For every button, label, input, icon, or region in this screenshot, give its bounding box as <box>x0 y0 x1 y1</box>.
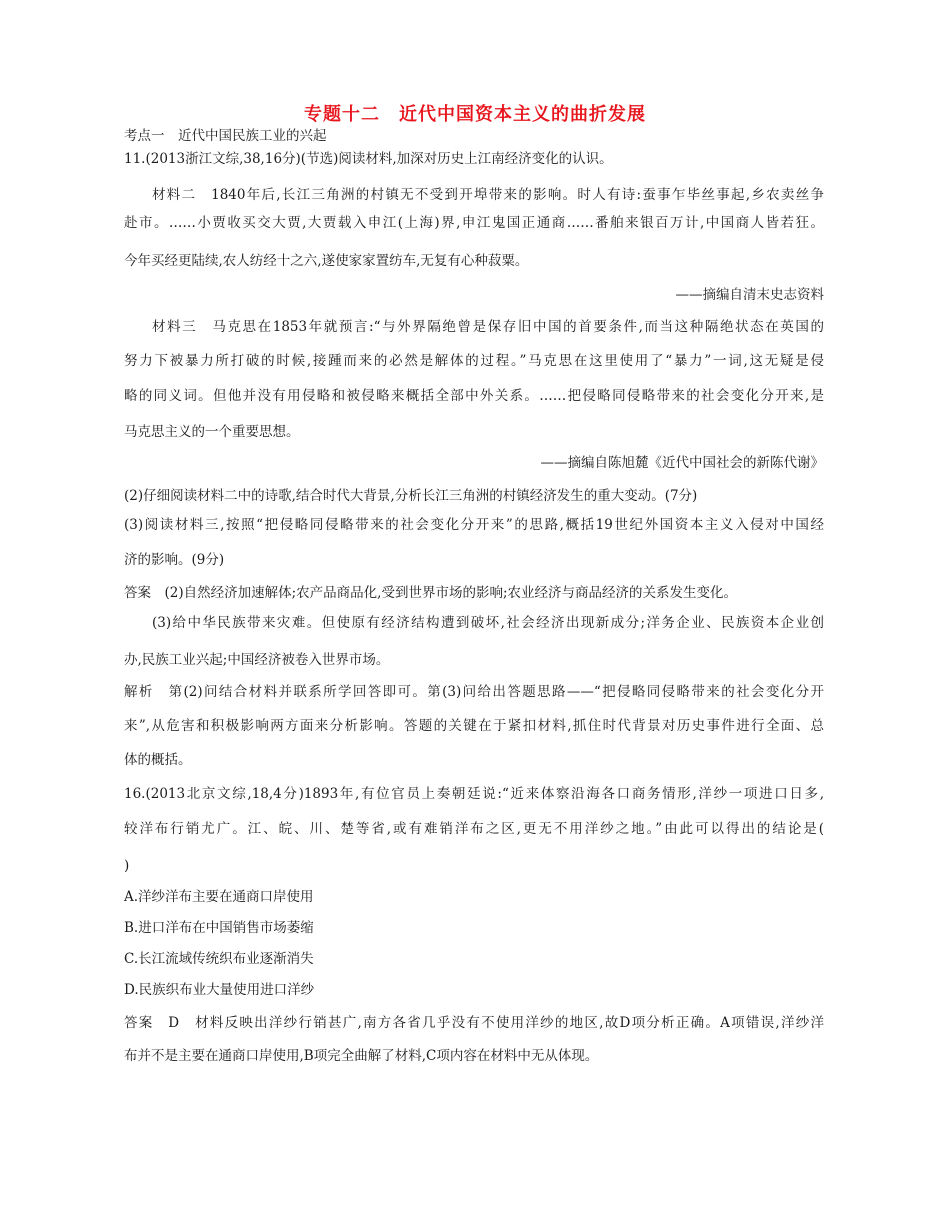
q16-stem-line: 16.(2013北京文综,18,4分)1893年,有位官员上奏朝廷说:“近来体察沿海各口商务情形,洋纱一项进口日多, <box>124 786 824 802</box>
q16-stem-line: 较洋布行销尤广。江、皖、川、楚等省,或有难销洋布之区,更无不用洋纱之地。”由此可以得出的结论是( <box>124 821 824 837</box>
material2-line: 材料二 1840年后,长江三角洲的村镇无不受到开埠带来的影响。时人有诗:蚕事乍毕丝事起,乡农卖丝争 <box>152 187 824 203</box>
material3-line: 材料三 马克思在1853年就预言:“与外界隔绝曾是保存旧中国的首要条件,而当这种隔绝状态在英国的 <box>152 319 824 335</box>
kaodian-heading: 考点一 近代中国民族工业的兴起 <box>124 128 327 144</box>
q11-header: 11.(2013浙江文综,38,16分)(节选)阅读材料,加深对历史上江南经济变化的认识。 <box>124 151 613 167</box>
q11-sub3-line: 济的影响。(9分) <box>124 552 225 568</box>
q16-option-a: A.洋纱洋布主要在通商口岸使用 <box>124 889 314 905</box>
q16-option-d: D.民族织布业大量使用进口洋纱 <box>124 982 315 998</box>
q11-answer-line: 答案 (2)自然经济加速解体;农产品商品化,受到世界市场的影响;农业经济与商品经济的关系发生变化。 <box>124 585 738 601</box>
material3-line: 马克思主义的一个重要思想。 <box>124 424 300 440</box>
material2-source: ——摘编自清末史志资料 <box>675 287 824 303</box>
q11-analysis-line: 解析 第(2)问结合材料并联系所学回答即可。第(3)问给出答题思路——“把侵略同侵略带来的社会变化分开 <box>124 684 824 700</box>
page-title: 专题十二 近代中国资本主义的曲折发展 <box>304 104 646 125</box>
material3-line: 努力下被暴力所打破的时候,接踵而来的必然是解体的过程。”马克思在这里使用了“暴力”一词,这无疑是侵 <box>124 353 824 369</box>
material2-line: 今年买经更陆续,农人纺经十之六,遂使家家置纺车,无复有心种菽粟。 <box>124 253 529 269</box>
material2-line: 赴市。……小贾收买交大贾,大贾载入申江(上海)界,申江鬼国正通商……番舶来银百万计,中国商人皆若狂。 <box>124 215 824 231</box>
q16-answer-line: 布并不是主要在通商口岸使用,B项完全曲解了材料,C项内容在材料中无从体现。 <box>124 1048 599 1064</box>
q11-sub3-line: (3)阅读材料三,按照“把侵略同侵略带来的社会变化分开来”的思路,概括19世纪外国资本主义入侵对中国经 <box>124 517 824 533</box>
q11-sub2: (2)仔细阅读材料二中的诗歌,结合时代大背景,分析长江三角洲的村镇经济发生的重大变动。(7分) <box>124 488 698 504</box>
q16-answer-line: 答案 D 材料反映出洋纱行销甚广,南方各省几乎没有不使用洋纱的地区,故D项分析正确。A项错误,洋纱洋 <box>124 1015 824 1031</box>
q16-option-b: B.进口洋布在中国销售市场萎缩 <box>124 920 314 936</box>
q11-analysis-line: 体的概括。 <box>124 752 192 768</box>
q11-answer-line: 办,民族工业兴起;中国经济被卷入世界市场。 <box>124 652 390 668</box>
material3-line: 略的同义词。但他并没有用侵略和被侵略来概括全部中外关系。……把侵略同侵略带来的社会变化分开来,是 <box>124 388 824 404</box>
material3-source: ——摘编自陈旭麓《近代中国社会的新陈代谢》 <box>540 455 824 471</box>
q11-analysis-line: 来”,从危害和积极影响两方面来分析影响。答题的关键在于紧扣材料,抓住时代背景对历史事件进行全面、总 <box>124 718 824 734</box>
q16-stem-line: ) <box>124 858 130 874</box>
q16-option-c: C.长江流域传统织布业逐渐消失 <box>124 951 314 967</box>
q11-answer-line: (3)给中华民族带来灾难。但使原有经济结构遭到破坏,社会经济出现新成分;洋务企业、民族资本企业创 <box>152 615 824 631</box>
